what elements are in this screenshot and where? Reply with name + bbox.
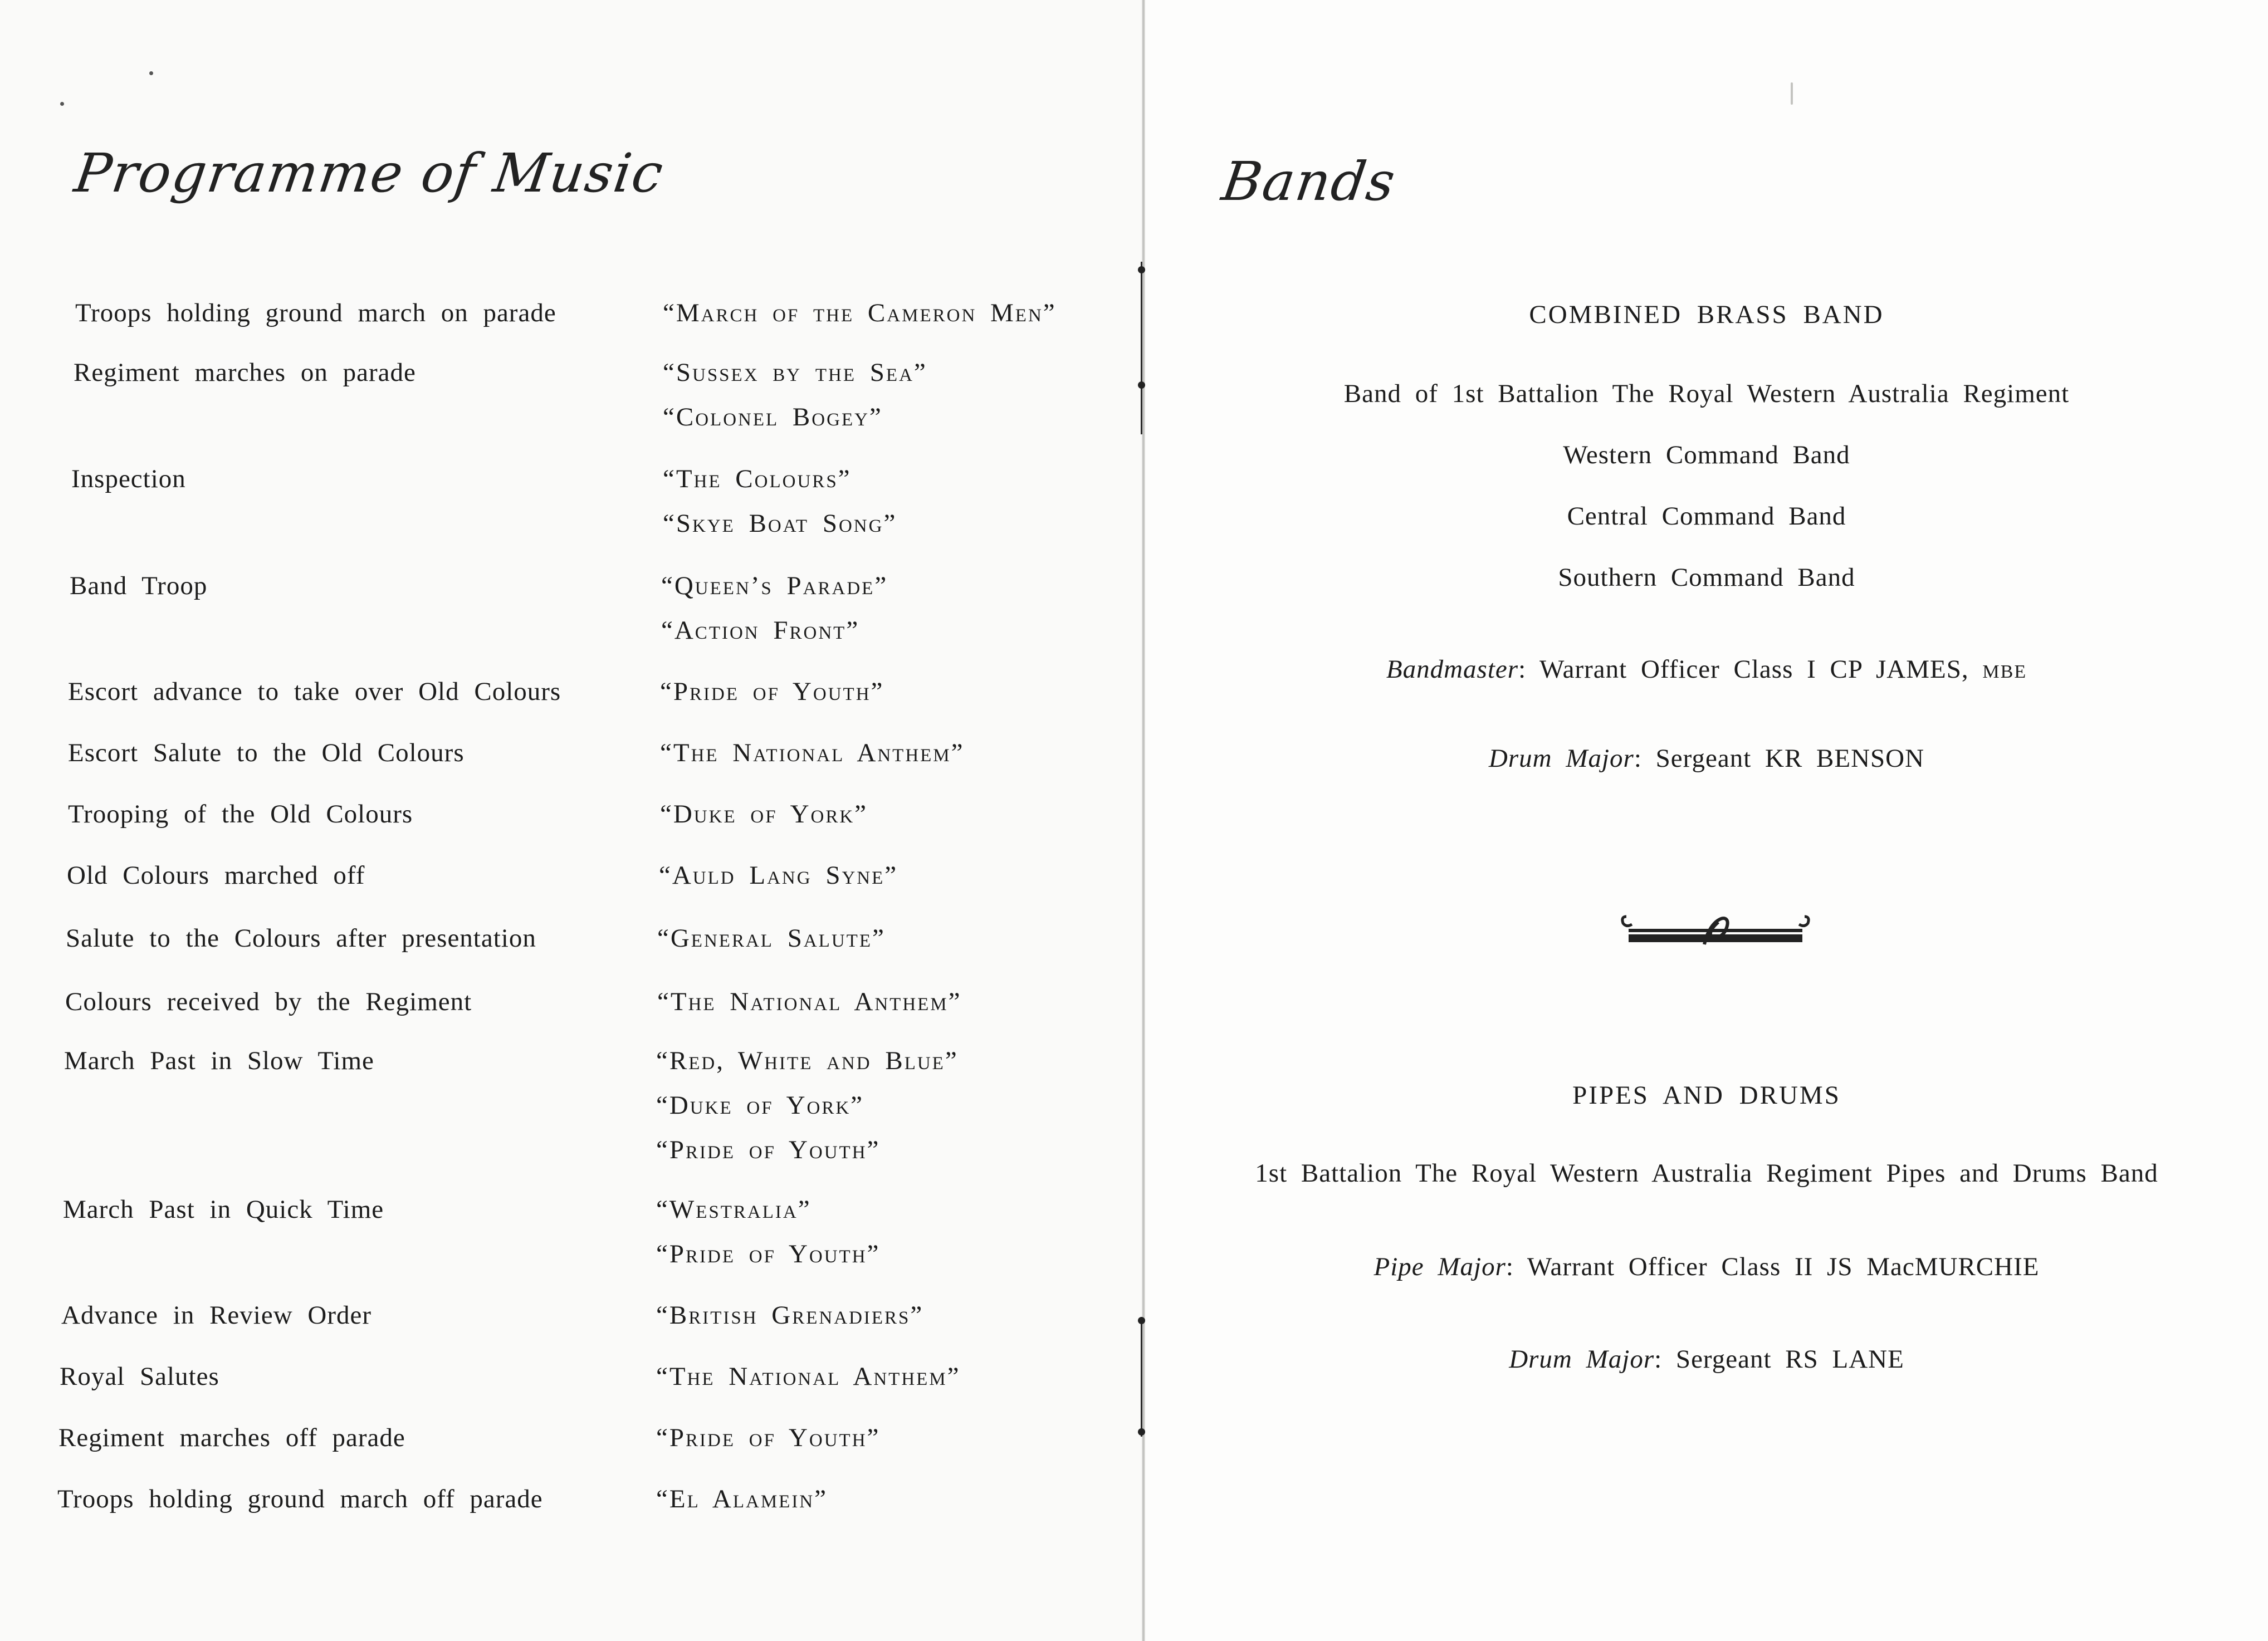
programme-tune: “The Colours” xyxy=(663,464,852,493)
paper-speck xyxy=(60,102,64,106)
programme-event: Regiment marches on parade xyxy=(74,358,416,387)
programme-tune: “Sussex by the Sea” xyxy=(663,358,927,387)
programme-tune: “Pride of Youth” xyxy=(656,1135,881,1164)
programme-tune: “Westralia” xyxy=(656,1195,812,1224)
brass-band-heading: COMBINED BRASS BAND xyxy=(1529,300,1884,329)
programme-event: March Past in Slow Time xyxy=(64,1046,374,1075)
programme-tune: “Pride of Youth” xyxy=(656,1423,881,1452)
programme-tune: “Skye Boat Song” xyxy=(663,509,897,538)
binding-dot xyxy=(1138,381,1145,389)
pipe-major-line xyxy=(1145,1252,2268,1282)
programme-tune: “The National Anthem” xyxy=(660,738,965,767)
programme-tune: “March of the Cameron Men” xyxy=(663,298,1057,327)
programme-tune: “Pride of Youth” xyxy=(656,1240,881,1268)
programme-event: Inspection xyxy=(71,464,186,493)
binding-dot xyxy=(1138,1428,1145,1436)
drum-major-role: Drum Major xyxy=(1509,1345,1655,1374)
paper-mark xyxy=(1791,82,1793,105)
programme-event: Escort advance to take over Old Colours xyxy=(68,677,561,706)
programme-tune: “Queen’s Parade” xyxy=(661,571,888,600)
programme-event: Regiment marches off parade xyxy=(58,1423,405,1452)
programme-tune: “El Alamein” xyxy=(656,1485,828,1513)
programme-event: Trooping of the Old Colours xyxy=(68,800,413,829)
programme-event: Troops holding ground march on parade xyxy=(75,298,556,327)
brass-drum-major-line xyxy=(1145,743,2268,773)
binding-dot xyxy=(1138,1317,1145,1324)
programme-tune: “Duke of York” xyxy=(656,1091,864,1120)
bandmaster-line xyxy=(1145,654,2268,684)
right-page xyxy=(1145,0,2268,1641)
programme-event: Colours received by the Regiment xyxy=(65,987,472,1016)
pipe-major-role: Pipe Major xyxy=(1373,1252,1506,1281)
binding-dot xyxy=(1138,266,1145,273)
brass-band-item: Band of 1st Battalion The Royal Western Australia Regiment xyxy=(1343,379,2070,408)
drum-major-role: Drum Major xyxy=(1488,744,1634,773)
programme-event: Advance in Review Order xyxy=(61,1301,372,1330)
brass-band-item: Western Command Band xyxy=(1563,440,1850,469)
bandmaster-role: Bandmaster xyxy=(1386,655,1519,684)
brass-band-item: Central Command Band xyxy=(1567,502,1846,531)
programme-tune: “Pride of Youth” xyxy=(660,677,884,706)
programme-tune: “The National Anthem” xyxy=(656,1362,961,1391)
programme-tune: “General Salute” xyxy=(657,924,886,953)
programme-tune: “The National Anthem” xyxy=(657,987,962,1016)
pipes-drums-band: 1st Battalion The Royal Western Australia Regiment Pipes and Drums Band xyxy=(1255,1159,2158,1188)
paper-speck xyxy=(149,71,153,75)
programme-event: Band Troop xyxy=(70,571,208,600)
programme-event: Troops holding ground march off parade xyxy=(57,1485,543,1513)
bandmaster-name: : Warrant Officer Class I CP JAMES, xyxy=(1518,655,1969,684)
programme-event: Old Colours marched off xyxy=(67,861,365,890)
drum-major-name: : Sergeant KR BENSON xyxy=(1634,744,1925,773)
programme-tune: “Auld Lang Syne” xyxy=(659,861,898,890)
pipes-drum-major-line xyxy=(1145,1344,2268,1374)
programme-event: Royal Salutes xyxy=(60,1362,219,1391)
programme-tune: “Colonel Bogey” xyxy=(663,403,883,432)
programme-event: March Past in Quick Time xyxy=(63,1195,384,1224)
programme-tune: “British Grenadiers” xyxy=(656,1301,924,1330)
programme-tune: “Red, White and Blue” xyxy=(656,1046,959,1075)
pipes-drums-heading: PIPES AND DRUMS xyxy=(1572,1081,1841,1110)
binding-mark-upper xyxy=(1141,262,1142,434)
ornament-divider-icon xyxy=(1621,905,1810,950)
bands-title: Bands xyxy=(1218,150,1400,213)
drum-major-name: : Sergeant RS LANE xyxy=(1654,1345,1904,1374)
programme-tune: “Duke of York” xyxy=(660,800,868,829)
programme-title: Programme of Music xyxy=(71,142,668,204)
pipe-major-name: : Warrant Officer Class II JS MacMURCHIE xyxy=(1506,1252,2040,1281)
brass-band-item: Southern Command Band xyxy=(1558,563,1855,592)
programme-event: Salute to the Colours after presentation xyxy=(66,924,536,953)
bandmaster-postnominal: MBE xyxy=(1982,662,2027,682)
programme-tune: “Action Front” xyxy=(661,616,860,645)
binding-mark-lower xyxy=(1141,1317,1142,1437)
programme-event: Escort Salute to the Old Colours xyxy=(68,738,465,767)
